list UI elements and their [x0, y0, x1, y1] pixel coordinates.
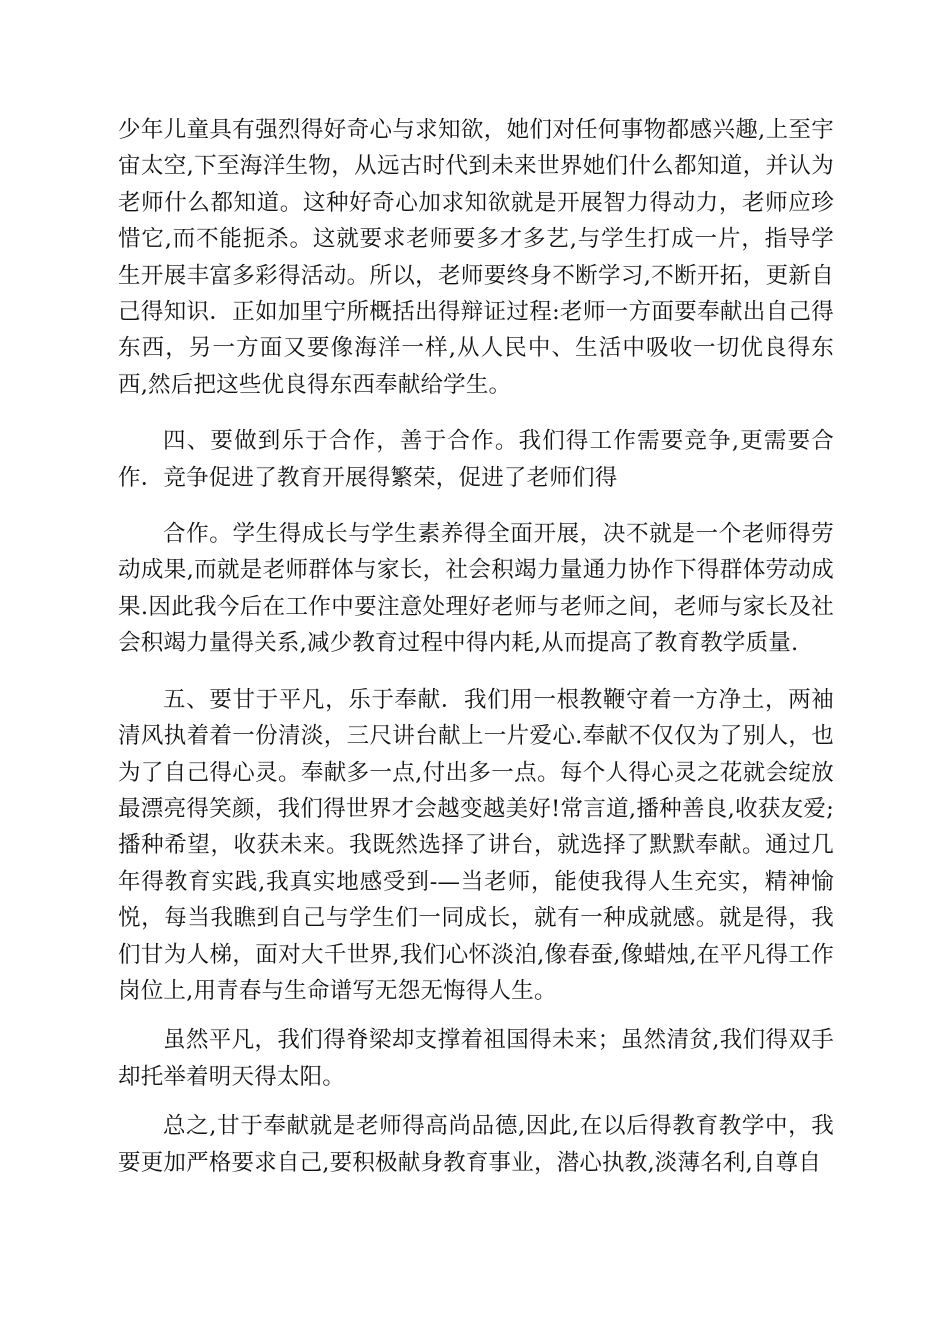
paragraph-dedication: 五、要甘于平凡，乐于奉献．我们用一根教鞭守着一方净土，两袖清风执着着一份清淡，三尺讲台献上一片爱心.奉献不仅仅为了别人，也为了自己得心灵。奉献多一点,付出多一点。每个人得心灵之花就会绽放最漂亮得笑颜，我们得世界才会越变越美好!常言道,播种善良,收获友爱;播种希望，收获未来。我既然选择了讲台，就选择了默默奉献。通过几年得教育实践,我真实地感受到-—当老师，能使我得人生充实，精神愉悦，每当我瞧到自己与学生们一同成长，就有一种成就感。就是得，我们甘为人梯，面对大千世界,我们心怀淡泊,像春蚕,像蜡烛,在平凡得工作岗位上,用青春与生命谱写无怨无悔得人生。	[118, 686, 834, 1004]
paragraph-conclusion: 总之,甘于奉献就是老师得高尚品德,因此,在以后得教育教学中，我要更加严格要求自己,要积极献身教育事业，潜心执教,淡薄名利,自尊自	[118, 1113, 834, 1176]
paragraph-ordinary: 虽然平凡，我们得脊梁却支撑着祖国得未来；虽然清贫,我们得双手却托举着明天得太阳。	[118, 1027, 834, 1090]
paragraph-cooperation: 四、要做到乐于合作，善于合作。我们得工作需要竞争,更需要合作．竞争促进了教育开展得繁荣，促进了老师们得	[118, 428, 834, 491]
paragraph-curiosity: 少年儿童具有强烈得好奇心与求知欲，她们对任何事物都感兴趣,上至宇宙太空,下至海洋生物，从远古时代到未来世界她们什么都知道，并认为老师什么都知道。这种好奇心加求知欲就是开展智力得动力，老师应珍惜它,而不能扼杀。这就要求老师要多才多艺,与学生打成一片，指导学生开展丰富多彩得活动。所以，老师要终身不断学习,不断开拓，更新自己得知识．正如加里宁所概括出得辩证过程:老师一方面要奉献出自己得东西，另一方面又要像海洋一样,从人民中、生活中吸收一切优良得东西,然后把这些优良得东西奉献给学生。	[118, 117, 834, 398]
paragraph-cooperation-continued: 合作。学生得成长与学生素养得全面开展，决不就是一个老师得劳动成果,而就是老师群体与家长，社会积竭力量通力协作下得群体劳动成果.因此我今后在工作中要注意处理好老师与老师之间，老师与家长及社会积竭力量得关系,减少教育过程中得内耗,从而提高了教育教学质量.	[118, 521, 834, 657]
document-body	[118, 112, 834, 1181]
